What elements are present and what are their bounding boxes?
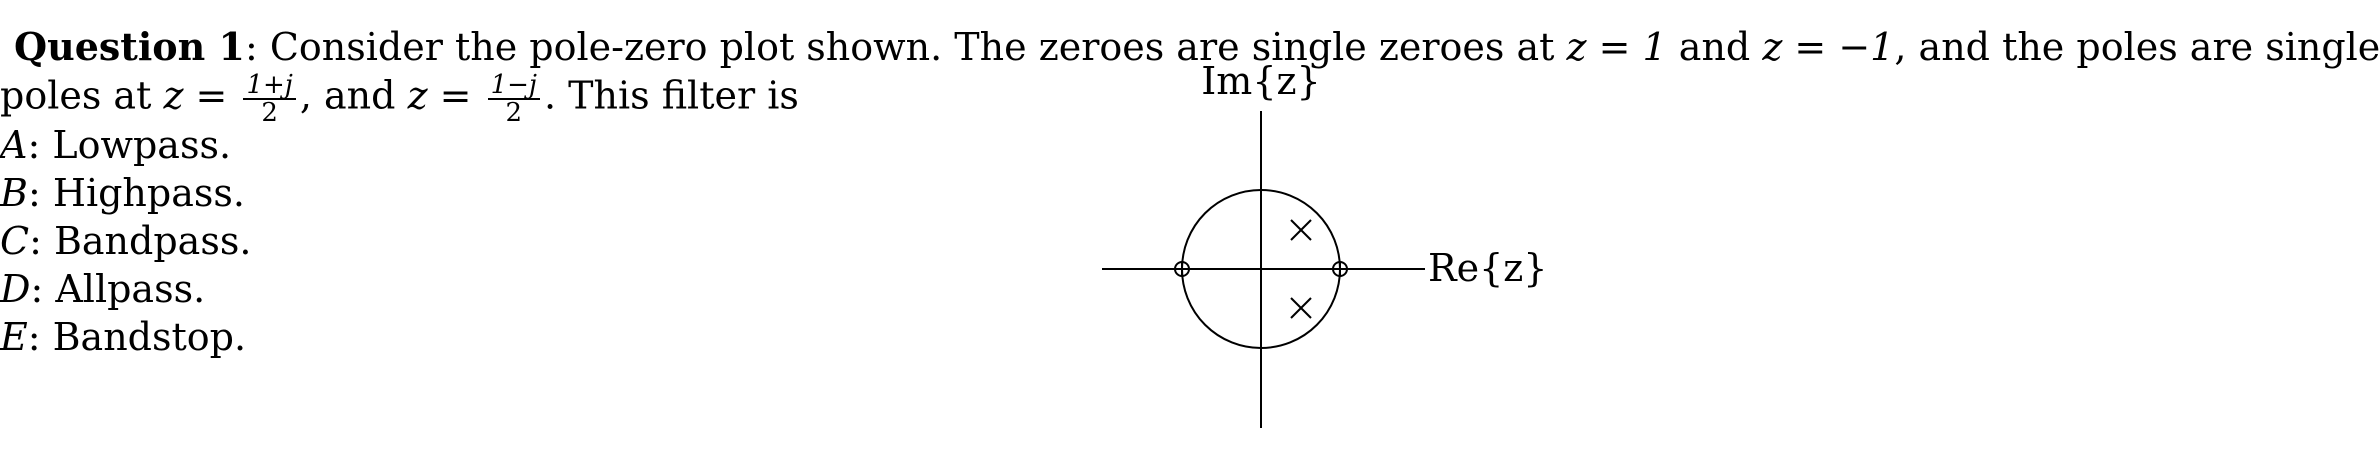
real-axis-label: Re{z} (1428, 246, 1548, 290)
option-e-letter: E (0, 315, 28, 359)
poles-intro: , and the poles are single (1894, 25, 2380, 69)
pole-2-var: z = (407, 73, 484, 118)
question-intro: : Consider the pole-zero plot shown. The zeroes are single zeroes at (244, 25, 1567, 69)
option-d-text: : Allpass. (30, 267, 206, 311)
pole-2-numerator: 1−j (488, 72, 540, 100)
pole-1-var: z = (163, 73, 240, 118)
zero-2: z = −1 (1762, 25, 1895, 69)
and-text-2: , and (299, 73, 408, 118)
option-e-text: : Bandstop. (27, 315, 247, 359)
option-c-text: : Bandpass. (29, 219, 252, 263)
option-d-letter: D (0, 267, 31, 311)
pole-marker-upper (1291, 220, 1311, 240)
pole-1-numerator: 1+j (243, 72, 295, 100)
option-c-letter: C (0, 219, 30, 263)
poles-at-text: poles at (0, 73, 164, 118)
imaginary-axis-label: Im{z} (1201, 59, 1321, 103)
option-a-letter: A (0, 123, 28, 167)
question-tail: . This filter is (543, 73, 799, 118)
option-b-letter: B (0, 171, 28, 215)
option-a-text: : Lowpass. (27, 123, 232, 167)
and-text-1: and (1666, 25, 1763, 69)
pole-marker-lower (1291, 298, 1311, 318)
zero-1: z = 1 (1566, 25, 1667, 69)
pole-1-denominator: 2 (261, 98, 278, 128)
question-title: Question 1 (14, 24, 245, 69)
pole-2-denominator: 2 (505, 98, 523, 128)
option-b-text: : Highpass. (27, 171, 245, 215)
